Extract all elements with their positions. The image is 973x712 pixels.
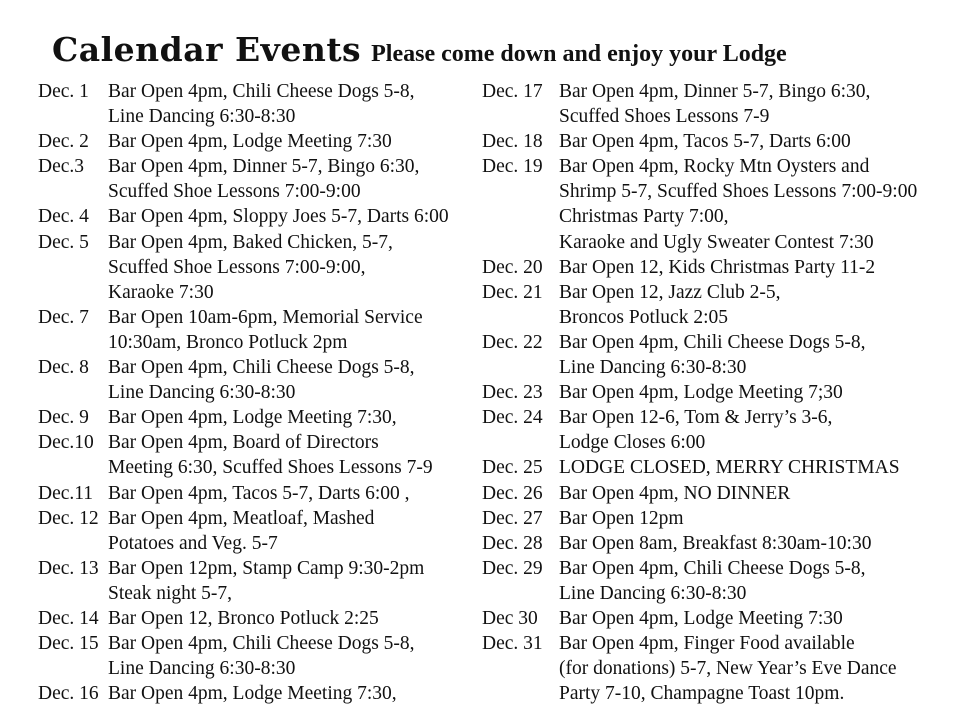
event-description <box>108 556 424 606</box>
event-date: Dec. 22 <box>482 331 543 353</box>
event-line: Bar Open 4pm, Chili Cheese Dogs 5-8, <box>108 357 415 379</box>
event-line: Bar Open 10am-6pm, Memorial Service <box>108 306 423 328</box>
page-title: Calendar Events <box>52 30 362 69</box>
event-entry <box>38 405 473 430</box>
event-description <box>559 255 875 280</box>
event-description <box>559 129 851 154</box>
event-date: Dec. 15 <box>38 633 99 655</box>
event-line: Bar Open 4pm, Chili Cheese Dogs 5-8, <box>108 81 415 102</box>
event-entry <box>482 380 952 405</box>
event-description <box>559 380 843 405</box>
event-line: Scuffed Shoe Lessons 7:00-9:00, <box>108 256 366 278</box>
event-line: Bar Open 4pm, NO DINNER <box>559 482 791 504</box>
event-description <box>108 355 415 405</box>
event-line: Shrimp 5-7, Scuffed Shoes Lessons 7:00-9:00 <box>559 181 918 203</box>
event-entry <box>482 280 952 330</box>
event-line: Meeting 6:30, Scuffed Shoes Lessons 7-9 <box>108 457 433 479</box>
event-date: Dec. 31 <box>482 633 543 655</box>
event-entry <box>482 481 952 506</box>
event-line: Bar Open 4pm, Tacos 5-7, Darts 6:00 , <box>108 482 410 504</box>
event-date: Dec. 19 <box>482 156 543 178</box>
event-line: Steak night 5-7, <box>108 582 233 604</box>
event-date: Dec.10 <box>38 432 94 454</box>
event-description <box>108 204 449 229</box>
event-date: Dec. 9 <box>38 407 89 429</box>
event-line: Bar Open 4pm, Board of Directors <box>108 432 379 454</box>
event-entry <box>38 681 473 706</box>
event-entry <box>482 330 952 380</box>
event-entry <box>38 481 473 506</box>
event-line: Potatoes and Veg. 5-7 <box>108 532 278 554</box>
event-line: Karaoke 7:30 <box>108 281 214 303</box>
event-line: Bar Open 12, Jazz Club 2-5, <box>559 281 781 303</box>
event-description <box>108 79 415 129</box>
event-line: Bar Open 12pm, Stamp Camp 9:30-2pm <box>108 557 425 579</box>
event-date: Dec. 4 <box>38 206 89 228</box>
event-line: Bar Open 12-6, Tom & Jerry’s 3-6, <box>559 407 833 429</box>
event-date: Dec. 13 <box>38 557 99 579</box>
event-date: Dec. 16 <box>38 683 99 705</box>
event-line: Bar Open 4pm, Lodge Meeting 7:30 <box>559 607 843 629</box>
event-line: Bar Open 4pm, Finger Food available <box>559 633 855 655</box>
event-description <box>559 556 866 606</box>
event-date: Dec. 12 <box>38 507 99 529</box>
event-entry <box>482 255 952 280</box>
event-entry <box>38 129 473 154</box>
event-line: Christmas Party 7:00, <box>559 206 729 228</box>
event-description <box>108 305 423 355</box>
event-line: Bar Open 4pm, Chili Cheese Dogs 5-8, <box>108 633 415 655</box>
event-line: Line Dancing 6:30-8:30 <box>559 582 747 604</box>
event-date: Dec. 29 <box>482 557 543 579</box>
event-entry <box>482 79 952 129</box>
event-entry <box>482 531 952 556</box>
event-line: Bar Open 4pm, Rocky Mtn Oysters and <box>559 156 870 178</box>
event-date: Dec. 1 <box>38 81 89 102</box>
event-entry <box>482 606 952 631</box>
event-date: Dec. 25 <box>482 457 543 479</box>
event-description <box>559 455 900 480</box>
event-description <box>108 154 419 204</box>
event-line: Karaoke and Ugly Sweater Contest 7:30 <box>559 231 874 253</box>
event-entry <box>38 556 473 606</box>
event-line: Bar Open 12pm <box>559 507 684 529</box>
event-line: Bar Open 4pm, Lodge Meeting 7:30, <box>108 407 397 429</box>
event-description <box>559 280 781 330</box>
event-description <box>559 79 870 129</box>
event-line: Broncos Potluck 2:05 <box>559 306 728 328</box>
event-line: Bar Open 4pm, Lodge Meeting 7:30, <box>108 683 397 705</box>
event-description <box>559 330 866 380</box>
event-entry <box>482 455 952 480</box>
event-line: Bar Open 4pm, Meatloaf, Mashed <box>108 507 375 529</box>
event-line: Line Dancing 6:30-8:30 <box>108 382 296 404</box>
event-line: Bar Open 4pm, Tacos 5-7, Darts 6:00 <box>559 131 851 153</box>
event-entry <box>482 129 952 154</box>
event-description <box>559 531 871 556</box>
event-description <box>559 405 832 455</box>
event-date: Dec. 21 <box>482 281 543 303</box>
event-line: (for donations) 5-7, New Year’s Eve Dance <box>559 658 897 680</box>
event-date: Dec. 17 <box>482 81 543 102</box>
event-line: Bar Open 12, Kids Christmas Party 11-2 <box>559 256 876 278</box>
event-entry <box>482 556 952 606</box>
event-date: Dec. 5 <box>38 231 89 253</box>
event-date: Dec. 28 <box>482 532 543 554</box>
event-entry <box>38 606 473 631</box>
event-description <box>108 606 379 631</box>
event-entry <box>38 79 473 129</box>
event-entry <box>38 305 473 355</box>
event-description <box>108 405 397 430</box>
event-description <box>559 481 790 506</box>
event-description <box>559 631 897 706</box>
event-line: Line Dancing 6:30-8:30 <box>108 658 296 680</box>
event-line: Bar Open 4pm, Lodge Meeting 7;30 <box>559 382 843 404</box>
event-line: 10:30am, Bronco Potluck 2pm <box>108 331 348 353</box>
page-header <box>52 30 952 74</box>
event-description <box>559 506 684 531</box>
left-event-column <box>38 79 473 706</box>
event-line: LODGE CLOSED, MERRY CHRISTMAS <box>559 457 900 479</box>
event-date: Dec. 23 <box>482 382 543 404</box>
event-description <box>559 154 917 254</box>
event-line: Party 7-10, Champagne Toast 10pm. <box>559 683 845 705</box>
event-line: Bar Open 8am, Breakfast 8:30am-10:30 <box>559 532 872 554</box>
event-entry <box>38 355 473 405</box>
event-date: Dec. 14 <box>38 607 99 629</box>
right-event-column <box>482 79 952 706</box>
event-date: Dec. 24 <box>482 407 543 429</box>
event-line: Bar Open 4pm, Dinner 5-7, Bingo 6:30, <box>108 156 420 178</box>
event-description <box>108 230 393 305</box>
event-entry <box>38 430 473 480</box>
event-date: Dec. 27 <box>482 507 543 529</box>
event-description <box>559 606 843 631</box>
event-date: Dec.3 <box>38 156 85 178</box>
event-date: Dec. 8 <box>38 357 89 379</box>
event-entry <box>38 230 473 305</box>
event-date: Dec. 7 <box>38 306 89 328</box>
event-entry <box>38 506 473 556</box>
event-entry <box>482 154 952 254</box>
event-line: Bar Open 4pm, Chili Cheese Dogs 5-8, <box>559 331 866 353</box>
event-entry <box>38 154 473 204</box>
event-date: Dec. 18 <box>482 131 543 153</box>
event-line: Lodge Closes 6:00 <box>559 432 706 454</box>
event-date: Dec. 26 <box>482 482 543 504</box>
event-line: Bar Open 4pm, Baked Chicken, 5-7, <box>108 231 393 253</box>
event-entry <box>38 631 473 681</box>
event-line: Bar Open 12, Bronco Potluck 2:25 <box>108 607 379 629</box>
event-line: Scuffed Shoe Lessons 7:00-9:00 <box>108 181 361 203</box>
event-description <box>108 481 410 506</box>
event-date: Dec. 2 <box>38 131 89 153</box>
event-description <box>108 129 392 154</box>
event-description <box>108 631 415 681</box>
event-line: Line Dancing 6:30-8:30 <box>108 106 296 128</box>
event-line: Bar Open 4pm, Lodge Meeting 7:30 <box>108 131 392 153</box>
event-line: Bar Open 4pm, Dinner 5-7, Bingo 6:30, <box>559 81 871 102</box>
event-date: Dec.11 <box>38 482 94 504</box>
event-entry <box>38 204 473 229</box>
event-date: Dec 30 <box>482 607 538 629</box>
event-description <box>108 430 433 480</box>
page-subtitle: Please come down and enjoy your Lodge <box>371 41 787 67</box>
event-entry <box>482 631 952 706</box>
event-entry <box>482 506 952 531</box>
event-line: Bar Open 4pm, Chili Cheese Dogs 5-8, <box>559 557 866 579</box>
event-line: Bar Open 4pm, Sloppy Joes 5-7, Darts 6:00 <box>108 206 449 228</box>
event-description <box>108 681 397 706</box>
event-description <box>108 506 374 556</box>
event-date: Dec. 20 <box>482 256 543 278</box>
event-entry <box>482 405 952 455</box>
event-line: Line Dancing 6:30-8:30 <box>559 357 747 379</box>
event-line: Scuffed Shoes Lessons 7-9 <box>559 106 770 128</box>
